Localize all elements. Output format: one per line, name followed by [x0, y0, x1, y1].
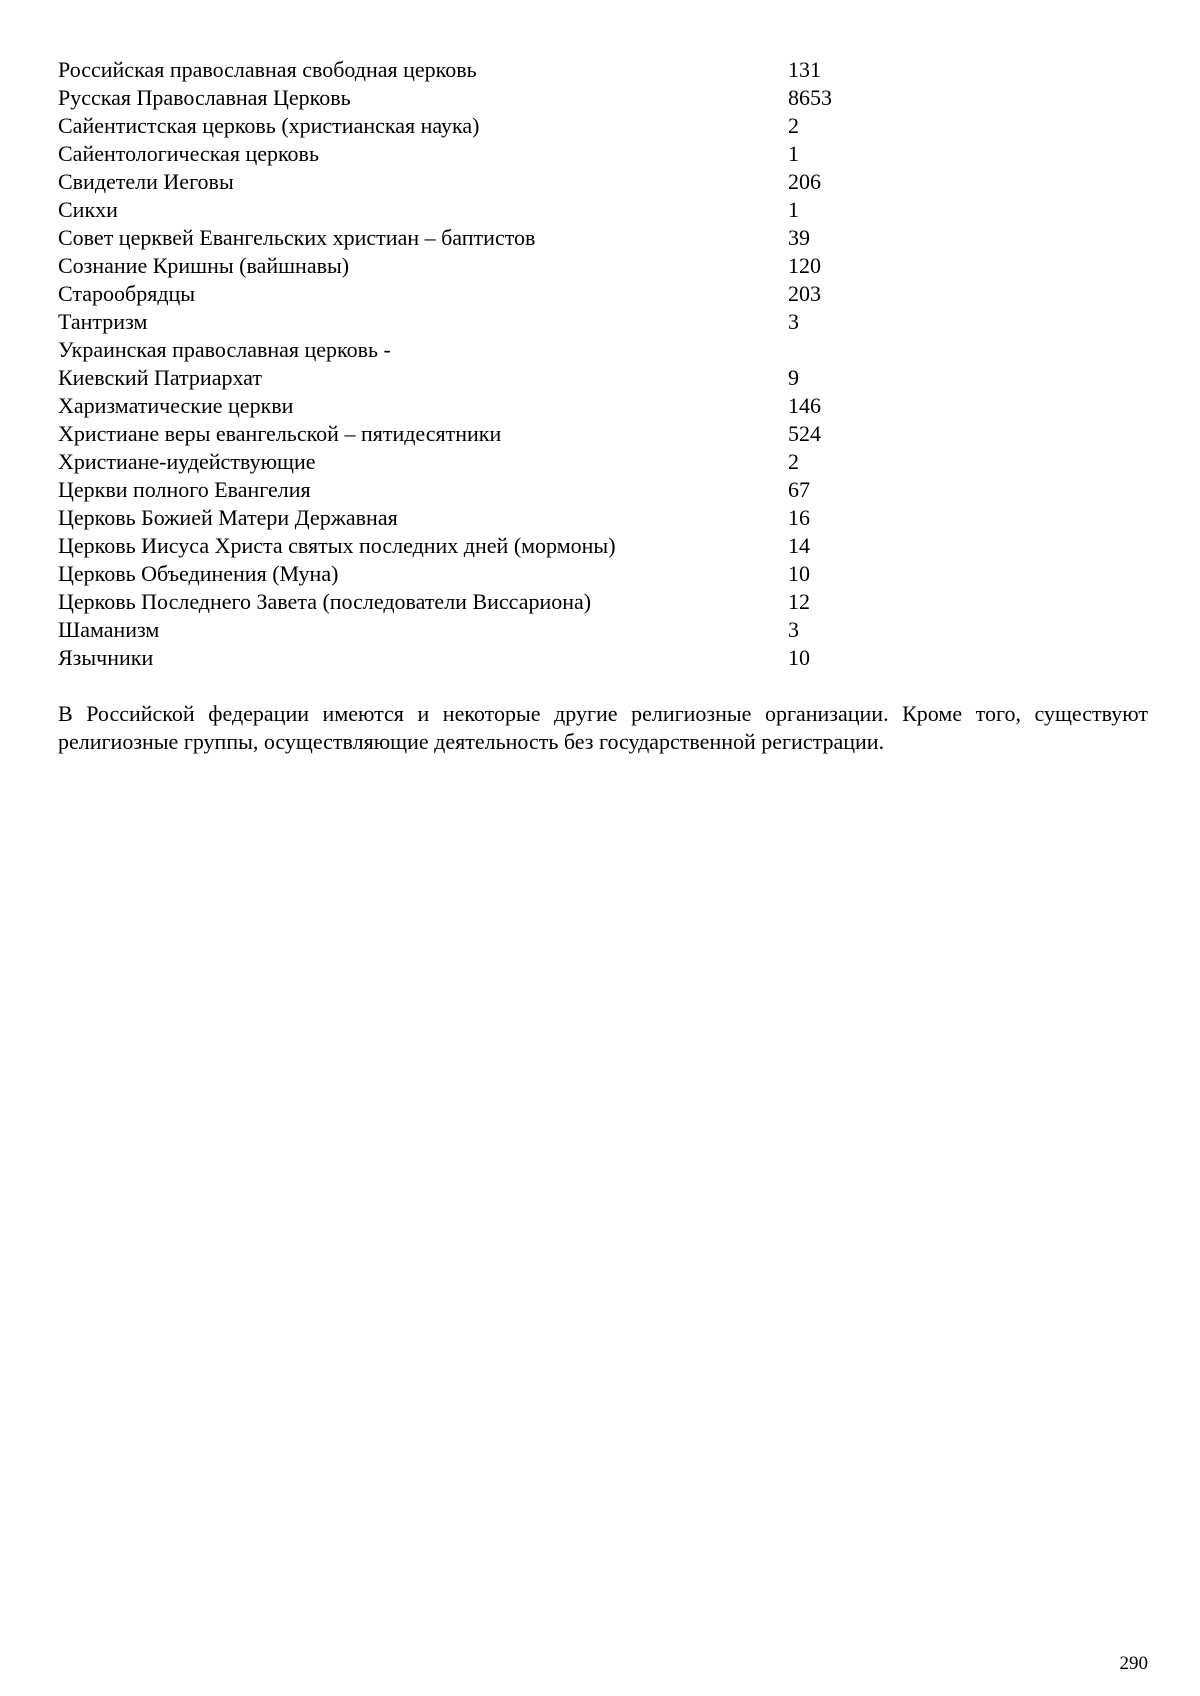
organization-count: 206: [788, 169, 821, 194]
table-row: [58, 252, 1148, 280]
organization-count: 10: [788, 561, 810, 586]
organization-name: Церкви полного Евангелия: [58, 477, 311, 502]
table-row: [58, 420, 1148, 448]
table-row: [58, 84, 1148, 112]
organization-count: 16: [788, 505, 810, 530]
organization-name: Российская православная свободная церковь: [58, 57, 477, 82]
table-row: [58, 448, 1148, 476]
table-row: [58, 364, 1148, 392]
organization-count: 8653: [788, 85, 832, 110]
table-row: [58, 532, 1148, 560]
table-row: [58, 616, 1148, 644]
organization-count: 2: [788, 449, 799, 474]
organization-count: 39: [788, 225, 810, 250]
table-row: [58, 308, 1148, 336]
table-row: [58, 504, 1148, 532]
organization-name: Церковь Божией Матери Державная: [58, 505, 398, 530]
organization-count: 203: [788, 281, 821, 306]
organization-name: Шаманизм: [58, 617, 160, 642]
organization-name: Сознание Кришны (вайшнавы): [58, 253, 350, 278]
organization-name: Харизматические церкви: [58, 393, 294, 418]
organization-count: 2: [788, 113, 799, 138]
organization-count: 524: [788, 421, 821, 446]
organization-name: Церковь Последнего Завета (последователи Виссариона): [58, 589, 592, 614]
closing-paragraph: В Российской федерации имеются и некоторые другие религиозные организации. Кроме того, существуют религиозные группы, осуществляющие деятельность без государственной регистрации.: [58, 701, 1148, 754]
organization-name: Сайентистская церковь (христианская наука): [58, 113, 480, 138]
organization-name: Язычники: [58, 645, 154, 670]
organization-name: Старообрядцы: [58, 281, 196, 306]
organization-count: 3: [788, 617, 799, 642]
table-row: [58, 224, 1148, 252]
table-row: [58, 644, 1148, 672]
religious-organizations-table: [58, 56, 1148, 672]
organization-count: 9: [788, 365, 799, 390]
page-number: 290: [1119, 1653, 1148, 1674]
organization-name: Сикхи: [58, 197, 118, 222]
organization-count: 12: [788, 589, 810, 614]
table-row: [58, 560, 1148, 588]
organization-count: 14: [788, 533, 810, 558]
table-row: [58, 280, 1148, 308]
organization-name: Христиане-иудействующие: [58, 449, 316, 474]
organization-count: 10: [788, 645, 810, 670]
organization-name: Сайентологическая церковь: [58, 141, 319, 166]
organization-name: Тантризм: [58, 309, 148, 334]
organization-name: Свидетели Иеговы: [58, 169, 234, 194]
organization-count: 131: [788, 57, 821, 82]
organization-count: 67: [788, 477, 810, 502]
organization-count: 120: [788, 253, 821, 278]
table-row: [58, 336, 1148, 364]
table-row: [58, 140, 1148, 168]
organization-name: Киевский Патриархат: [58, 365, 262, 390]
organization-name: Христиане веры евангельской – пятидесятники: [58, 421, 502, 446]
table-row: [58, 112, 1148, 140]
organization-name: Церковь Иисуса Христа святых последних дней (мормоны): [58, 533, 616, 558]
table-row: [58, 476, 1148, 504]
organization-name: Церковь Объединения (Муна): [58, 561, 339, 586]
organization-count: 1: [788, 197, 799, 222]
organization-name: Русская Православная Церковь: [58, 85, 351, 110]
table-row: [58, 588, 1148, 616]
organization-count: 3: [788, 309, 799, 334]
table-row: [58, 196, 1148, 224]
organization-count: 146: [788, 393, 821, 418]
organization-count: 1: [788, 141, 799, 166]
organization-name: Совет церквей Евангельских христиан – баптистов: [58, 225, 536, 250]
table-row: [58, 168, 1148, 196]
table-row: [58, 392, 1148, 420]
table-row: [58, 56, 1148, 84]
organization-name: Украинская православная церковь -: [58, 337, 391, 362]
